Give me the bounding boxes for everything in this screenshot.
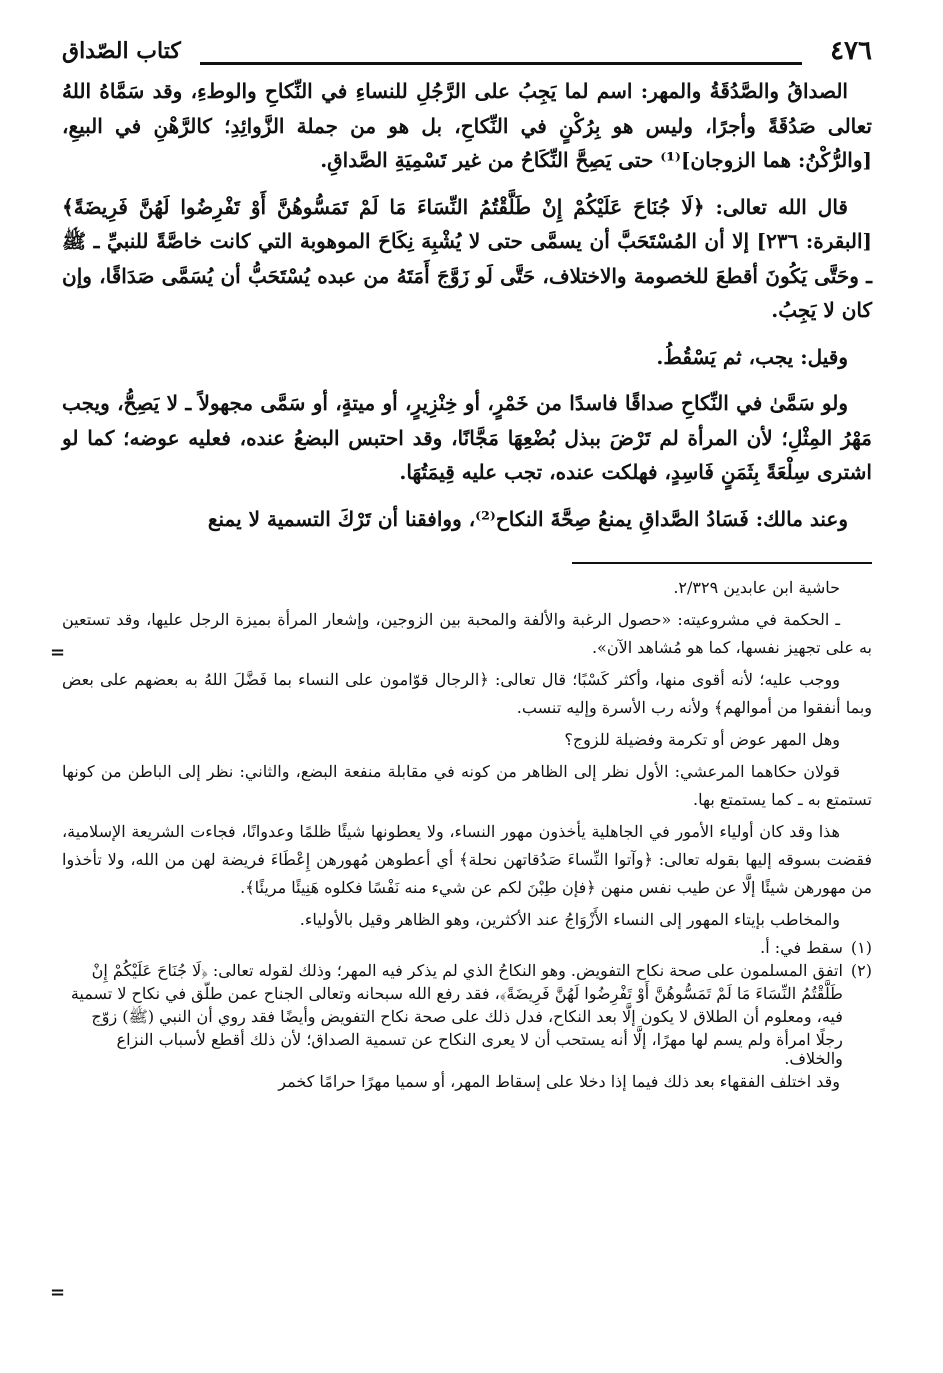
end-continuation-marker: = (50, 1282, 66, 1303)
page-header (62, 30, 872, 74)
main-paragraph: وعند مالك: فَسَادُ الصَّداقِ يمنعُ صِحَّةَ النكاح⁽²⁾، ووافقنا أن تَرْكَ التسمية لا يمنع (207, 506, 848, 531)
main-paragraph: الصداقُ والصَّدُقَةُ والمهر: اسم لما يَجِبُ على الرَّجُلِ للنساءِ في النِّكاحِ والوطءِ، وقد سَمَّاهُ اللهُ تعالى صَدُقَةً وأجرًا، وليس هو بِرُكْنٍ في النِّكاحِ، بل هو من جملة الزَّوائِدِ؛ كالرَّهْنِ في البيعِ، [والرُّكْنُ: هما الزوجان]⁽¹⁾ حتى يَصِحَّ النِّكَاحُ من غير تَسْمِيَةِ الصَّداقِ. (62, 79, 872, 172)
footnote-source-ref: حاشية ابن عابدين ٢/٣٢٩. (673, 578, 840, 597)
footnote-separator (572, 562, 872, 564)
footnote-number: (٢) (850, 961, 872, 980)
footnote-number: (١) (850, 938, 872, 957)
footnote-paragraph: هذا وقد كان أولياء الأمور في الجاهلية يأخذون مهور النساء، ولا يعطونها شيئًا ظلمًا وعدوانًا، فجاءت الشريعة الإسلامية، فقضت بسوقه إليها بقوله تعالى: ﴿وآتوا النِّساءَ صَدُقاتهن نحلة﴾ أي أعطوهن مُهورهن إِعْطَاءَ فريضة لهن من الله، ولا تأخذوا من مهورهن شيئًا إلَّا عن طيب نفس منهن ﴿فإن طِبْنَ لكم عن شيء منه نَفْسًا فكلوه هَنِيئًا مريئًا﴾. (62, 822, 872, 897)
footnote-text: اتفق المسلمون على صحة نكاح التفويض. وهو النكاحُ الذي لم يذكر فيه المهر؛ وذلك لقوله تعالى: ﴿لَا جُنَاحَ عَلَيْكُمْ إِنْ طَلَّقْتُمُ النِّسَاءَ مَا لَمْ تَمَسُّوهُنَّ أَوْ تَفْرِضُوا لَهُنَّ فَرِيضَةً﴾، فقد رفع الله سبحانه وتعالى الجناح عمن طلّق في نكاح لا تسمية فيه، ومعلوم أن الطلاق لا يكون إلَّا بعد النكاح، فدل ذلك على صحة نكاح التفويض وأيضًا فقد روي أن النبي (ﷺ) زوّج رجلًا امرأة ولم يسم لها مهرًا، إلَّا أنه يستحب أن لا يعرى النكاح عن تسمية الصداق؛ لأن ذلك أقطع لأسباب النزاع والخلاف. (70, 961, 843, 1068)
footnote-last-line: وقد اختلف الفقهاء بعد ذلك فيما إذا دخلا على إسقاط المهر، أو سميا مهرًا حرامًا كخمر (278, 1072, 840, 1091)
footnotes (62, 574, 872, 1096)
main-paragraph: قال الله تعالى: ﴿لَا جُنَاحَ عَلَيْكُمْ إِنْ طَلَّقْتُمُ النِّسَاءَ مَا لَمْ تَمَسُّوهُنَّ أَوْ تَفْرِضُوا لَهُنَّ فَرِيضَةً﴾ [البقرة: ٢٣٦] إلا أن المُسْتَحَبَّ أن يسمَّى حتى لا يُشْبِهَ نِكَاحَ الموهوبة التي كانت خاصَّةً للنبيِّ ـ ﷺ ـ وحَتَّى يَكُونَ أقطعَ للخصومة والاختلاف، حَتَّى لَو زَوَّجَ أَمَتَهُ من عبده يُسْتَحَبُّ أن يُسَمَّى صَدَاقًا، وإن كان لا يَجِبُ. (62, 194, 872, 322)
footnote-2 (62, 961, 872, 1068)
footnote-paragraph: ـ الحكمة في مشروعيته: «حصول الرغبة والألفة والمحبة بين الزوجين، وإشعار المرأة بميزة الرجل عليها، وقد تستعين به على تجهيز نفسها، كما هو مُشاهد الآن». (62, 610, 872, 657)
main-paragraph: وقيل: يجب، ثم يَسْقُطُ. (656, 344, 848, 369)
continuation-marker: = (50, 642, 66, 663)
page-number: ٤٧٦ (830, 36, 872, 66)
footnote-paragraph: وهل المهر عوض أو تكرمة وفضيلة للزوج؟ (564, 730, 840, 749)
main-text (62, 74, 872, 536)
main-paragraph: ولو سَمَّىٰ في النِّكاحِ صداقًا فاسدًا من خَمْرٍ، أو خِنْزِيرٍ، أو ميتةٍ، أو سَمَّى مجهولاً ـ لا يَصِحُّ، ويجب مَهْرُ المِثْلِ؛ لأن المرأة لم تَرْضَ ببذل بُضْعِهَا مَجَّانًا، وقد احتبس البضعُ عنده، فعليه عوضه؛ كما لو اشترى سِلْعَةً بِثَمَنٍ فَاسِدٍ، فهلكت عنده، تجب عليه قِيمَتُهَا. (62, 391, 872, 484)
running-title: كتاب الصّداق (62, 38, 181, 64)
footnote-paragraph: والمخاطب بإيتاء المهور إلى النساء الأَزْوَاجُ عند الأكثرين، وهو الظاهر وقيل بالأولياء. (299, 910, 840, 929)
footnote-text: سقط في: أ. (760, 938, 843, 957)
footnote-paragraph: ووجب عليه؛ لأنه أقوى منها، وأكثر كَسْبًا؛ قال تعالى: ﴿الرجال قوّامون على النساء بما فَضَّلَ اللهُ به بعضهم على بعض وبما أنفقوا من أموالهم﴾ ولأنه رب الأسرة وإليه تنسب. (62, 670, 872, 717)
header-rule (200, 62, 802, 65)
footnote-paragraph: قولان حكاهما المرعشي: الأول نظر إلى الظاهر من كونه في مقابلة منفعة البضع، والثاني: نظر إلى الباطن من كونها تستمتع به ـ كما يستمتع بها. (62, 762, 872, 809)
book-page (50, 30, 872, 1350)
footnote-1 (62, 938, 872, 957)
